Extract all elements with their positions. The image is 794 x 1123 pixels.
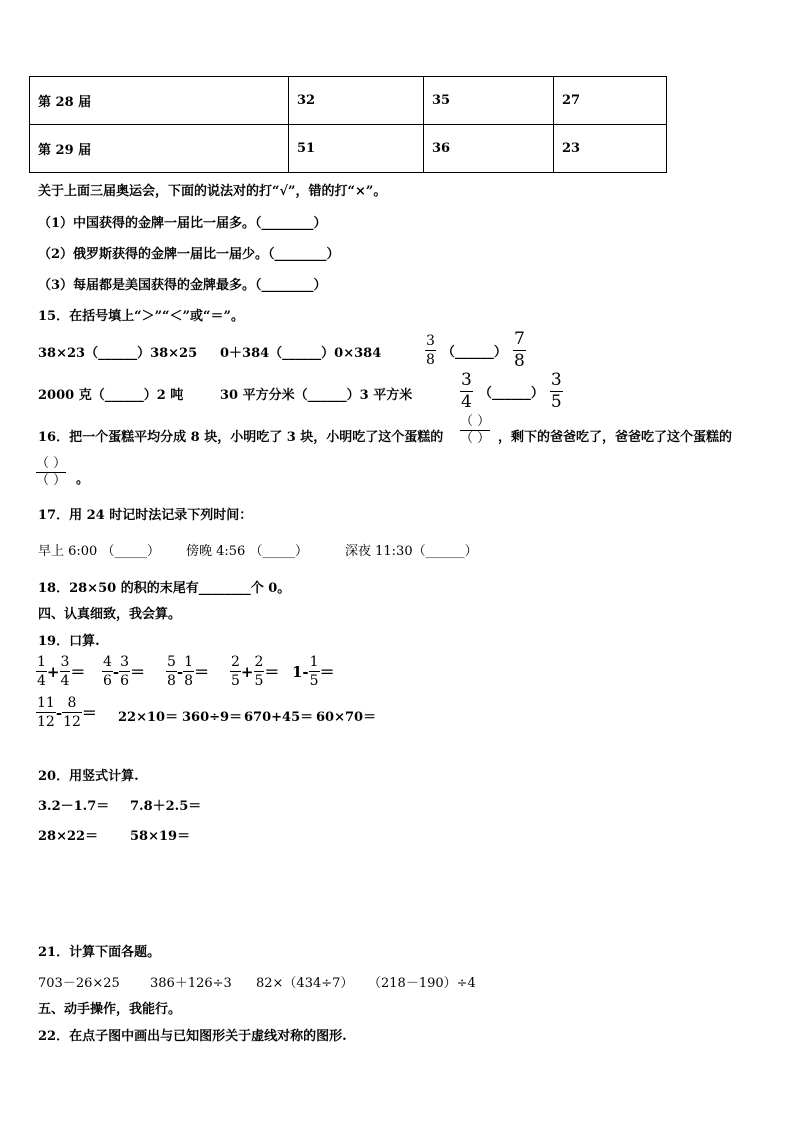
q16-end: 。 bbox=[76, 472, 90, 487]
q19-title: 19．口算. bbox=[38, 634, 100, 649]
expr-1: $\frac{1}{4}$ + $\frac{3}{4}$ ＝ bbox=[37, 654, 86, 689]
q14-intro: 关于上面三届奥运会，下面的说法对的打“√”，错的打“×”。 bbox=[38, 184, 387, 199]
q16-text-part2: ，剩下的爸爸吃了，爸爸吃了这个蛋糕的 bbox=[498, 430, 733, 445]
section-4-heading: 四、认真细致，我会算。 bbox=[38, 607, 182, 622]
table-cell: 35 bbox=[424, 77, 554, 125]
table-cell: 32 bbox=[289, 77, 424, 125]
q20-item-d: 58×19＝ bbox=[130, 829, 191, 844]
expr-5: 1- $\frac{1}{5}$ ＝ bbox=[292, 654, 335, 689]
q15-item-d: 2000 克（______）2 吨 bbox=[38, 388, 184, 403]
q20-title: 20．用竖式计算. bbox=[38, 769, 139, 784]
q15-item-f bbox=[460, 372, 563, 411]
fraction: $\frac{7}{8}$ bbox=[513, 329, 525, 371]
q21-item-c: 82×（434÷7） bbox=[256, 976, 354, 991]
q14-statement-2: （2）俄罗斯获得的金牌一届比一届少。（________） bbox=[38, 247, 340, 262]
answer-fraction-blank: （ ） （ ） bbox=[36, 456, 67, 488]
expr-3: $\frac{5}{8}$ - $\frac{1}{8}$ ＝ bbox=[167, 654, 210, 689]
answer-fraction-blank: （ ） （ ） bbox=[460, 414, 491, 446]
table-cell: 27 bbox=[554, 77, 667, 125]
expr-2: $\frac{4}{6}$ - $\frac{3}{6}$ ＝ bbox=[103, 654, 146, 689]
expr-6: $\frac{11}{12}$ - $\frac{8}{12}$ ＝ bbox=[37, 695, 97, 730]
expr-10: 60×70＝ bbox=[316, 710, 377, 725]
q21-item-b: 386＋126÷3 bbox=[150, 976, 232, 991]
table-cell: 23 bbox=[554, 125, 667, 173]
q14-statement-3: （3）每届都是美国获得的金牌最多。（________） bbox=[38, 278, 327, 293]
table-row bbox=[30, 125, 667, 173]
table-row bbox=[30, 77, 667, 125]
q20-item-c: 28×22＝ bbox=[38, 829, 99, 844]
expr-8: 360÷9＝ bbox=[182, 710, 243, 725]
q15-item-e: 30 平方分米（______）3 平方米 bbox=[220, 388, 413, 403]
table-cell: 第 29 届 bbox=[30, 125, 289, 173]
q15-item-c bbox=[425, 331, 526, 370]
expr-9: 670+45＝ bbox=[244, 710, 314, 725]
table-cell: 第 28 届 bbox=[30, 77, 289, 125]
answer-blank: （______） bbox=[478, 386, 544, 401]
q20-item-a: 3.2－1.7＝ bbox=[38, 799, 110, 814]
q20-item-b: 7.8＋2.5＝ bbox=[130, 799, 202, 814]
q17-item-b: 傍晚 4:56 （_____） bbox=[186, 544, 308, 559]
q22-text: 22．在点子图中画出与已知图形关于虚线对称的图形. bbox=[38, 1029, 347, 1044]
q21-item-d: （218－190）÷4 bbox=[368, 976, 476, 991]
expr-4: $\frac{2}{5}$ + $\frac{2}{5}$ ＝ bbox=[231, 654, 280, 689]
q17-item-a: 早上 6:00 （_____） bbox=[38, 544, 160, 559]
q16-text-part1: 16．把一个蛋糕平均分成 8 块，小明吃了 3 块，小明吃了这个蛋糕的 bbox=[38, 430, 444, 445]
table-cell: 36 bbox=[424, 125, 554, 173]
fraction: $\frac{3}{4}$ bbox=[461, 370, 472, 412]
q17-item-c: 深夜 11:30（______） bbox=[345, 544, 478, 559]
q15-item-a: 38×23（______）38×25 bbox=[38, 346, 198, 361]
q21-item-a: 703－26×25 bbox=[38, 976, 120, 991]
q21-title: 21．计算下面各题。 bbox=[38, 945, 161, 960]
q17-title: 17．用 24 时记时法记录下列时间： bbox=[38, 508, 253, 523]
answer-blank: （______） bbox=[441, 345, 507, 360]
section-5-heading: 五、动手操作，我能行。 bbox=[38, 1002, 182, 1017]
medal-table bbox=[29, 76, 667, 173]
expr-7: 22×10＝ bbox=[118, 710, 179, 725]
fraction: $\frac{3}{8}$ bbox=[426, 333, 435, 368]
table-cell: 51 bbox=[289, 125, 424, 173]
q15-item-b: 0＋384（______）0×384 bbox=[220, 346, 382, 361]
q15-title: 15．在括号填上“＞”“＜”或“＝”。 bbox=[38, 309, 244, 324]
fraction: $\frac{3}{5}$ bbox=[550, 370, 562, 412]
q18-text: 18．28×50 的积的末尾有________个 0。 bbox=[38, 581, 291, 596]
q14-statement-1: （1）中国获得的金牌一届比一届多。（________） bbox=[38, 216, 327, 231]
